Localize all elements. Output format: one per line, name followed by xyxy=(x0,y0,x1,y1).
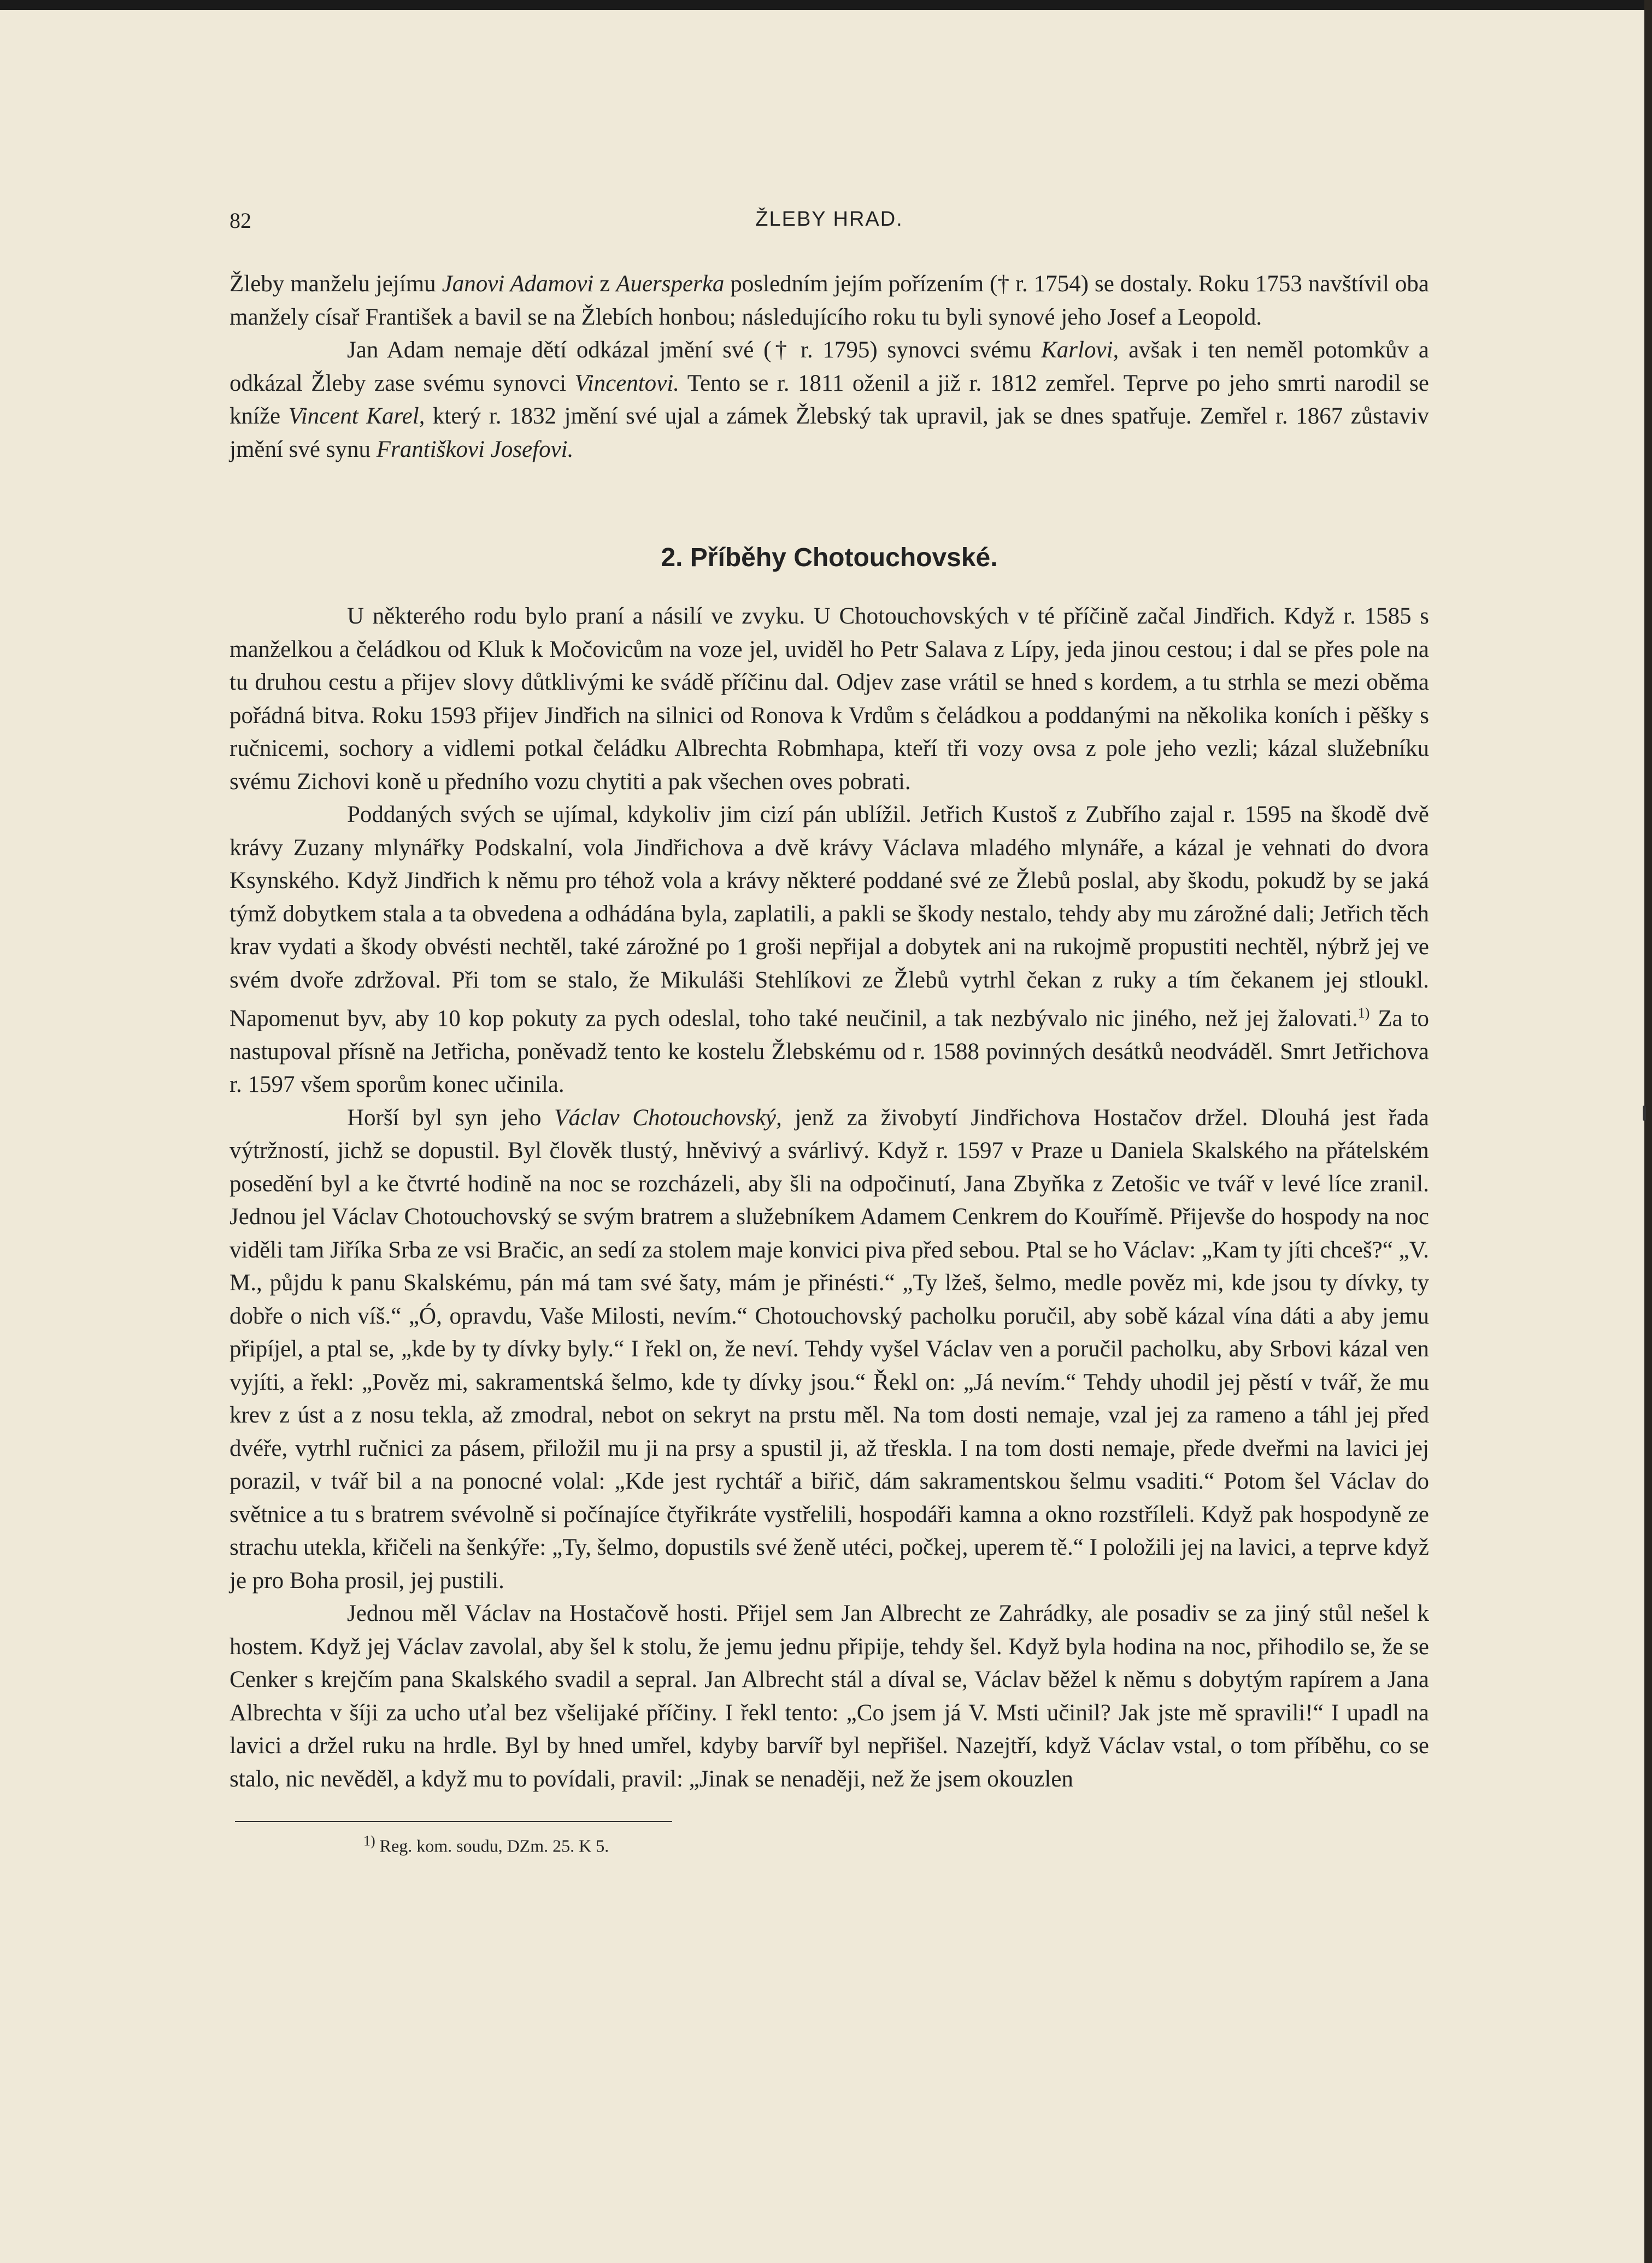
running-head xyxy=(230,208,1429,240)
paragraph: Horší byl syn jeho Václav Chotouchovský, jenž za živobytí Jindřichova Hostačov držel. Dlouhá jest řada výtržností, jichž se dopustil. Byl člověk tlustý, hněvivý a svárlivý. Když r. 1597 v Praze u Daniela Skalského na přátelském posedění byl a ke čtvrté hodině na noc se rozcházeli, aby šli na odpočinutí, Jana Zbyňka z Zetošic ve tvář v levé líce zranil. Jednou jel Václav Chotouchovský se svým bratrem a služebníkem Adamem Cenkrem do Kouřímě. Přijevše do hospody na noc viděli tam Jiříka Srba ze vsi Bračic, an sedí za stolem maje konvici piva před sebou. Ptal se ho Václav: „Kam ty jíti chceš?“ „V. M., půjdu k panu Skalskému, pán má tam své šaty, mám je přinésti.“ „Ty lžeš, šelmo, medle pověz mi, kde jsou ty dívky, ty dobře o nich víš.“ „Ó, opravdu, Vaše Milosti, nevím.“ Chotouchovský pacholku poručil, aby sobě kázal vína dáti a aby jemu připíjel, a ptal se, „kde by ty dívky byly.“ I řekl on, že neví. Tehdy vyšel Václav ven a poručil pacholku, aby Srbovi kázal ven vyjíti, a řekl: „Pověz mi, sakramentská šelmo, kde ty dívky jsou.“ Řekl on: „Já nevím.“ Tehdy uhodil jej pěstí v tvář, že mu krev z úst a z nosu tekla, až zmodral, nebot on sekryt na prstu měl. Na tom dosti nemaje, vzal jej za rameno a táhl jej před dvéře, vytrhl ručnici za pásem, přiložil mu ji na prsy a spustil ji, až třeskla. I na tom dosti nemaje, přede dveřmi na lavici jej porazil, v tvář bil a na ponocné volal: „Kde jest rychtář a biřič, dám sakramentskou šelmu vsaditi.“ Potom šel Václav do světnice a tu s bratrem svévolně si počínajíce čtyřikráte vystřelili, hospodáři kamna a okno rozstříleli. Když pak hospodyně ze strachu utekla, křičeli na šenkýře: „Ty, šelmo, dopustils své ženě utéci, počkej, uperem tě.“ I položili jej na lavici, a teprve když je pro Boha prosil, jej pustili. xyxy=(230,1104,1429,1594)
footnote-rule xyxy=(235,1821,672,1822)
scan-right-edge xyxy=(1644,0,1652,2263)
scan-top-edge xyxy=(0,0,1652,10)
paragraph: U některého rodu bylo praní a násilí ve zvyku. U Chotouchovských v té příčině začal Jindřich. Když r. 1585 s manželkou a čeládkou od Kluk k Močovicům na voze jel, uviděl ho Petr Salava z Lípy, jeda jinou cestou; i dal se přes pole na tu druhou cestu a přijev slovy důtklivými ke svádě příčinu dal. Odjev zase vrátil se hned s kordem, a tu strhla se mezi oběma pořádná bitva. Roku 1593 přijev Jindřich na silnici od Ronova k Vrdům s čeládkou a poddanými na několika koních i pěšky s ručnicemi, sochory a vidlemi potkal čeládku Albrechta Robmhapa, kteří tři vozy ovsa z pole jeho vezli; kázal služebníku svému Zichovi koně u předního vozu chytiti a pak všechen oves pobrati. xyxy=(230,603,1429,795)
footnote-ref[interactable]: 1) xyxy=(1357,1005,1370,1021)
running-title: ŽLEBY HRAD. xyxy=(755,208,903,231)
paragraph: Jan Adam nemaje dětí odkázal jmění své († r. 1795) synovci svému Karlovi, avšak i ten neměl potomkův a odkázal Žleby zase svému synovci Vincentovi. Tento se r. 1811 oženil a již r. 1812 zemřel. Teprve po jeho smrti narodil se kníže Vincent Karel, který r. 1832 jmění své ujal a zámek Žlebský tak upravil, jak se dnes spatřuje. Zemřel r. 1867 zůstaviv jmění své synu Františkovi Josefovi. xyxy=(230,337,1430,462)
footnote: $^{1)}$ Reg. kom. soudu, DZm. 25. K 5. xyxy=(363,1833,609,1856)
paragraph: Jednou měl Václav na Hostačově hosti. Přijel sem Jan Albrecht ze Zahrádky, ale posadiv se za jiný stůl nešel k hostem. Když jej Václav zavolal, aby šel k stolu, že jemu jednu připije, tehdy šel. Když byla hodina na noc, přihodilo se, že se Cenker s krejčím pana Skalského svadil a sepral. Jan Albrecht stál a díval se, Václav běžel k němu s dobytým rapírem a Jana Albrechta v šíji za ucho uťal bez všelijaké příčiny. I řekl tento: „Co jsem já V. Msti učinil? Jak jste mě spravili!“ I upadl na lavici a držel ruku na hrdle. Byl by hned umřel, kdyby barvíř byl nepřišel. Nazejtří, když Václav vstal, o tom příběhu, co se stalo, nic nevěděl, a když mu to povídali, pravil: „Jinak se nenaději, než že jsem okouzlen xyxy=(230,1601,1429,1792)
margin-mark xyxy=(1643,1106,1646,1121)
book-page xyxy=(230,208,1429,1856)
paragraph: Žleby manželu jejímu Janovi Adamovi z Auersperka posledním jejím pořízením († r. 1754) se dostaly. Roku 1753 navštívil oba manžely císař František a bavil se na Žlebích honbou; následujícího roku tu byli synové jeho Josef a Leopold. xyxy=(230,271,1429,330)
page-number: 82 xyxy=(230,208,251,233)
section-heading: 2. Příběhy Chotouchovské. xyxy=(661,543,998,572)
paragraph: Poddaných svých se ujímal, kdykoliv jim cizí pán ublížil. Jetřich Kustoš z Zubřího zajal r. 1595 na škodě dvě krávy Zuzany mlynářky Podskalní, vola Jindřichova a dvě krávy Václava mladého mlynáře, a kázal je vehnati do dvora Ksynského. Když Jindřich k němu pro téhož vola a krávy některé poddané své ze Žlebů poslal, aby škodu, pokudž by se jaká týmž dobytkem stala a ta obvedena a odhádána byla, zaplatili, a pakli se škody nestalo, tehdy aby mu zárožné dali; Jetřich těch krav vydati a škody obvésti nechtěl, také zárožné po 1 groši nepřijal a dobytek ani na rukojmě propustiti nechtěl, nýbrž jej ve svém dvoře zdržoval. Při tom se stalo, že Mikuláši Stehlíkovi ze Žlebů vytrhl čekan z ruky a tím čekanem jej stloukl. Napomenut byv, aby 10 kop pokuty za pych odeslal, toho také neučinil, a tak nezbývalo nic jiného, než jej žalovati.$^{1)}$ Za to nastupoval přísně na Jetřicha, poněvadž tento ke kostelu Žlebskému od r. 1588 povinných desátků neodváděl. Smrt Jetřichova r. 1597 všem sporům konec učinila. xyxy=(230,802,1429,1098)
